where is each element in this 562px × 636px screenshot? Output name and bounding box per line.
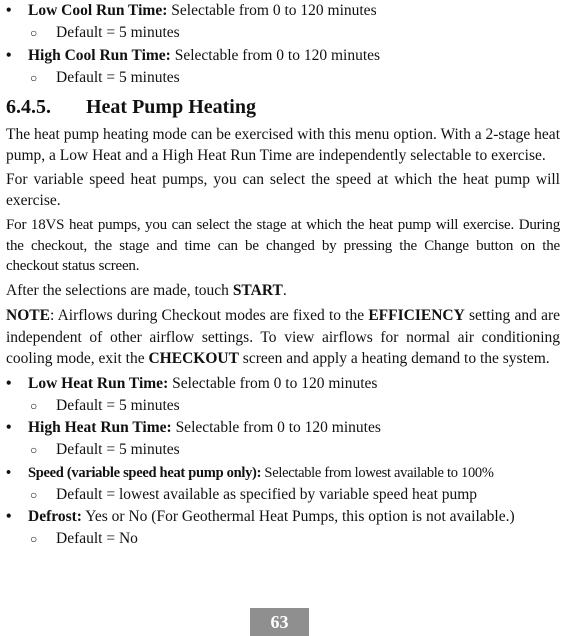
section-number: 6.4.5. [6, 96, 51, 118]
page-number: 63 [250, 608, 309, 636]
item-label: High Cool Run Time: [28, 46, 171, 64]
section-heading [6, 92, 560, 122]
bullet-item [6, 506, 560, 528]
circle-bullet-icon: ○ [30, 487, 38, 502]
bullet-icon: • [6, 508, 12, 525]
circle-bullet-icon: ○ [30, 26, 38, 40]
checkout-label: CHECKOUT [148, 350, 239, 367]
bullet-item [6, 417, 560, 439]
item-label: Low Cool Run Time: [28, 2, 168, 19]
circle-bullet-icon: ○ [30, 532, 38, 546]
sub-item-text: Default = 5 minutes [56, 441, 180, 458]
sub-item-text: Default = 5 minutes [56, 24, 180, 41]
paragraph: For variable speed heat pumps, you can select the speed at which the heat pump will exercise. [6, 171, 560, 209]
start-instruction: After the selections are made, touch START. [6, 281, 287, 299]
bullet-icon: • [6, 2, 12, 19]
document-page [6, 0, 560, 551]
paragraph: For 18VS heat pumps, you can select the stage at which the heat pump will exercise. During the checkout, the stage and time can be changed by pressing the Change button on the checkout status screen. [6, 217, 560, 274]
bullet-item [6, 45, 560, 67]
bullet-item [6, 462, 560, 484]
sub-item-text: Default = 5 minutes [56, 68, 180, 86]
item-text: Selectable from lowest available to 100% [261, 464, 494, 481]
item-text: Selectable from 0 to 120 minutes [168, 374, 378, 392]
sub-bullet-item [6, 484, 560, 507]
sub-item-text: Default = lowest available as specified by variable speed heat pump [56, 485, 478, 503]
bullet-item [6, 0, 560, 22]
circle-bullet-icon: ○ [30, 70, 38, 85]
bullet-icon: • [6, 46, 12, 64]
sub-item-text: Default = No [56, 530, 138, 547]
start-label: START [232, 281, 283, 299]
paragraph: The heat pump heating mode can be exercised with this menu option. With a 2-stage heat pump, a Low Heat and a High Heat Run Time are independently selectable to exercise. [6, 126, 560, 164]
sub-bullet-item [6, 67, 560, 90]
item-text: Selectable from 0 to 120 minutes [167, 2, 377, 19]
item-text: Selectable from 0 to 120 minutes [170, 46, 381, 64]
item-text: Yes or No (For Geothermal Heat Pumps, this option is not available.) [81, 508, 515, 525]
item-label: Low Heat Run Time: [28, 374, 169, 392]
sub-bullet-item [6, 439, 560, 462]
circle-bullet-icon: ○ [30, 398, 38, 413]
bullet-icon: • [6, 464, 11, 481]
note-label: NOTE [6, 307, 50, 324]
item-label: Defrost: [28, 508, 82, 525]
note-paragraph: NOTE: Airflows during Checkout modes are fixed to the EFFICIENCY setting and are independent of other airflow settings. To view airflows for normal air conditioning cooling mode, exit the CHECKOUT screen and apply a heating demand to the system. [6, 307, 560, 367]
item-text: Selectable from 0 to 120 minutes [171, 419, 381, 436]
sub-bullet-item [6, 395, 560, 418]
sub-item-text: Default = 5 minutes [56, 396, 180, 414]
bullet-item [6, 373, 560, 395]
sub-bullet-item [6, 22, 560, 45]
bullet-icon: • [6, 374, 12, 392]
section-title: Heat Pump Heating [86, 96, 256, 118]
bullet-icon: • [6, 419, 12, 436]
circle-bullet-icon: ○ [30, 443, 38, 457]
item-label: Speed (variable speed heat pump only): [28, 464, 262, 481]
item-label: High Heat Run Time: [28, 419, 172, 436]
sub-bullet-item [6, 528, 560, 551]
efficiency-label: EFFICIENCY [368, 307, 465, 324]
